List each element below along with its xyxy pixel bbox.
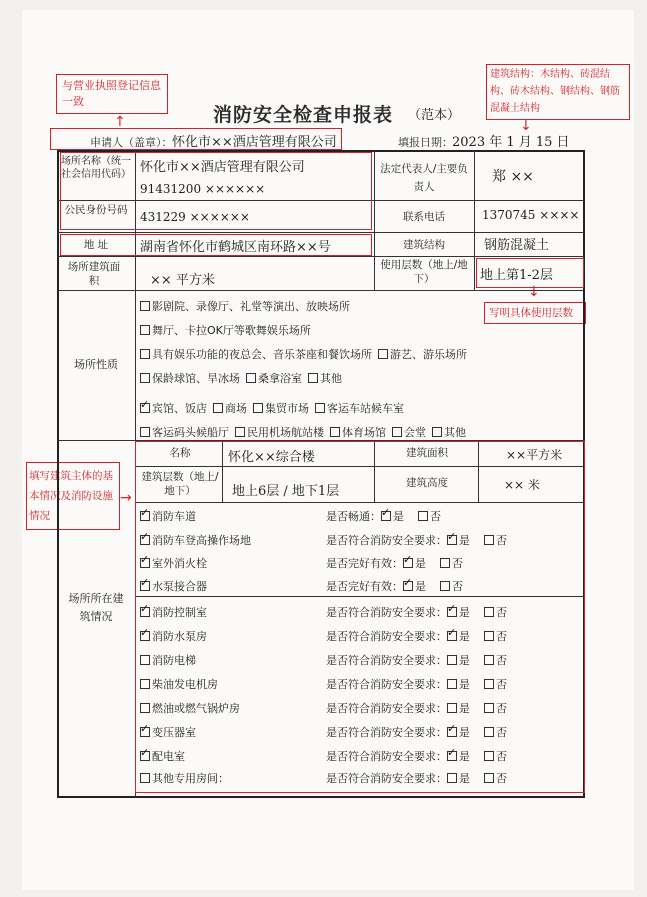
checkbox-icon[interactable] — [484, 727, 494, 737]
checked-box-icon[interactable] — [403, 581, 413, 591]
question-label: 是否符合消防安全要求： — [326, 750, 447, 763]
check-row — [140, 724, 196, 740]
nature-option-label: 保龄球馆、旱冰场 — [152, 372, 240, 385]
checkbox-icon[interactable] — [484, 655, 494, 665]
checkbox-icon[interactable] — [140, 703, 150, 713]
nature-option-label: 宾馆、饭店 — [152, 402, 207, 415]
question-label: 是否符合消防安全要求： — [326, 630, 447, 643]
building-name-value: 怀化××综合楼 — [228, 450, 315, 465]
id-number-label: 公民身份号码 — [64, 204, 128, 216]
check-row — [140, 555, 207, 571]
question-label: 是否符合消防安全要求： — [326, 726, 447, 739]
question-label: 是否符合消防安全要求： — [326, 772, 447, 785]
building-label: 场所所在建筑情况 — [68, 592, 124, 623]
check-row — [140, 700, 240, 716]
item-label: 消防车道 — [152, 510, 196, 523]
checkbox-icon[interactable] — [140, 301, 150, 311]
venue-code-value: 91431200 ×××××× — [140, 182, 266, 196]
question-label: 是否符合消防安全要求： — [326, 654, 447, 667]
checkbox-icon[interactable] — [246, 373, 256, 383]
no-label: 否 — [496, 726, 507, 739]
building-area-value: ××平方米 — [506, 448, 563, 462]
check-row — [140, 748, 185, 764]
building-height-value: ×× 米 — [504, 478, 540, 492]
yes-label: 是 — [459, 654, 470, 667]
checked-box-icon[interactable] — [140, 558, 150, 568]
no-label: 否 — [496, 678, 507, 691]
checked-box-icon[interactable] — [447, 631, 457, 641]
nature-line — [140, 298, 356, 314]
checkbox-icon[interactable] — [484, 773, 494, 783]
yes-label: 是 — [459, 534, 470, 547]
item-label: 消防车登高操作场地 — [152, 534, 251, 547]
nature-option-label: 客运车站候车室 — [327, 402, 404, 415]
checked-box-icon[interactable] — [447, 727, 457, 737]
legal-rep-value: 郑 ×× — [492, 169, 534, 185]
checkbox-icon[interactable] — [378, 349, 388, 359]
building-height-label: 建筑高度 — [406, 477, 448, 489]
checkbox-icon[interactable] — [140, 773, 150, 783]
no-label: 否 — [452, 580, 463, 593]
checkbox-icon[interactable] — [447, 703, 457, 713]
nature-option-label: 桑拿浴室 — [258, 372, 302, 385]
fill-date-label: 填报日期： — [398, 136, 453, 149]
item-label: 消防水泵房 — [152, 630, 207, 643]
address-value: 湖南省怀化市鹤城区南环路××号 — [140, 240, 331, 255]
nature-option-label: 会堂 — [404, 426, 426, 439]
checked-box-icon[interactable] — [447, 751, 457, 761]
yes-label: 是 — [415, 580, 426, 593]
check-question — [326, 604, 507, 620]
checkbox-icon[interactable] — [253, 403, 263, 413]
yes-label: 是 — [459, 726, 470, 739]
checked-box-icon[interactable] — [140, 631, 150, 641]
check-question — [326, 652, 507, 668]
checkbox-icon[interactable] — [330, 427, 340, 437]
check-question — [326, 770, 507, 786]
fill-date-value: 2023 年 1 月 15 日 — [452, 135, 570, 150]
item-label: 柴油发电机房 — [152, 678, 218, 691]
applicant-label: 申请人（盖章）： — [90, 136, 173, 149]
checkbox-icon[interactable] — [432, 427, 442, 437]
no-label: 否 — [496, 702, 507, 715]
note-building-text: 填写建筑主体的基本情况及消防设施情况 — [29, 470, 113, 522]
item-label: 配电室 — [152, 750, 185, 763]
area-label: 场所建筑面积 — [67, 261, 121, 287]
check-question — [326, 555, 463, 571]
structure-label: 建筑结构 — [403, 239, 445, 251]
nature-option-label: 客运码头候船厅 — [152, 426, 229, 439]
question-label: 是否完好有效： — [326, 580, 403, 593]
checkbox-icon[interactable] — [308, 373, 318, 383]
checkbox-icon[interactable] — [235, 427, 245, 437]
item-label: 消防电梯 — [152, 654, 196, 667]
arrow-down-icon: ↓ — [520, 118, 532, 134]
question-label: 是否符合消防安全要求： — [326, 606, 447, 619]
applicant-value: 怀化市××酒店管理有限公司 — [172, 135, 337, 150]
id-number-value: 431229 ×××××× — [140, 210, 250, 224]
check-question — [326, 532, 507, 548]
note-license-text: 与营业执照登记信息一致 — [62, 79, 161, 108]
checkbox-icon[interactable] — [484, 535, 494, 545]
check-row — [140, 578, 207, 594]
check-row — [140, 676, 218, 692]
no-label: 否 — [496, 606, 507, 619]
no-label: 否 — [496, 750, 507, 763]
checkbox-icon[interactable] — [140, 427, 150, 437]
check-question — [326, 676, 507, 692]
nature-line — [140, 370, 348, 386]
yes-label: 是 — [415, 557, 426, 570]
checkbox-icon[interactable] — [213, 403, 223, 413]
item-label: 消防控制室 — [152, 606, 207, 619]
checkbox-icon[interactable] — [484, 679, 494, 689]
address-label: 地 址 — [83, 239, 109, 251]
page-title: 消防安全检查申报表 — [213, 104, 394, 126]
structure-value: 钢筋混凝土 — [484, 238, 550, 253]
floors-used-value: 地上第1-2层 — [480, 268, 553, 283]
item-label: 水泵接合器 — [152, 580, 207, 593]
question-label: 是否畅通： — [326, 510, 381, 523]
nature-option-label: 集贸市场 — [265, 402, 309, 415]
nature-option-label: 商场 — [225, 402, 247, 415]
yes-label: 是 — [459, 630, 470, 643]
checked-box-icon[interactable] — [140, 403, 150, 413]
question-label: 是否符合消防安全要求： — [326, 534, 447, 547]
nature-option-label: 影剧院、录像厅、礼堂等演出、放映场所 — [152, 300, 350, 313]
checkbox-icon[interactable] — [392, 427, 402, 437]
check-question — [326, 724, 507, 740]
yes-label: 是 — [459, 750, 470, 763]
checkbox-icon[interactable] — [484, 607, 494, 617]
checkbox-icon[interactable] — [484, 751, 494, 761]
checked-box-icon[interactable] — [140, 751, 150, 761]
checked-box-icon[interactable] — [381, 511, 391, 521]
checkbox-icon[interactable] — [140, 373, 150, 383]
yes-label: 是 — [393, 510, 404, 523]
nature-option-label: 体育场馆 — [342, 426, 386, 439]
checked-box-icon[interactable] — [447, 607, 457, 617]
nature-line — [140, 346, 473, 362]
nature-option-label: 民用机场航站楼 — [247, 426, 324, 439]
checkbox-icon[interactable] — [447, 655, 457, 665]
check-row — [140, 652, 196, 668]
check-question — [326, 628, 507, 644]
checkbox-icon[interactable] — [140, 325, 150, 335]
highlight-applicant — [50, 128, 342, 150]
item-label: 其他专用房间： — [152, 772, 229, 785]
no-label: 否 — [496, 630, 507, 643]
checked-box-icon[interactable] — [140, 581, 150, 591]
building-area-label: 建筑面积 — [406, 447, 448, 459]
no-label: 否 — [496, 534, 507, 547]
checkbox-icon[interactable] — [440, 581, 450, 591]
check-question — [326, 578, 463, 594]
no-label: 否 — [452, 557, 463, 570]
checkbox-icon[interactable] — [140, 655, 150, 665]
question-label: 是否完好有效： — [326, 557, 403, 570]
no-label: 否 — [496, 772, 507, 785]
check-question — [326, 508, 441, 524]
checkbox-icon[interactable] — [140, 349, 150, 359]
nature-option-label: 具有娱乐功能的夜总会、音乐茶座和餐饮场所 — [152, 348, 372, 361]
building-floors-label: 建筑层数（地上/地下） — [141, 471, 219, 497]
checkbox-icon[interactable] — [140, 679, 150, 689]
check-row — [140, 770, 229, 786]
yes-label: 是 — [459, 678, 470, 691]
check-row — [140, 628, 207, 644]
check-row — [140, 508, 196, 524]
arrow-down-icon: ↓ — [528, 284, 540, 300]
item-label: 燃油或燃气锅炉房 — [152, 702, 240, 715]
question-label: 是否符合消防安全要求： — [326, 702, 447, 715]
note-floors-text: 写明具体使用层数 — [489, 307, 573, 319]
nature-label: 场所性质 — [74, 358, 118, 371]
checkbox-icon[interactable] — [447, 773, 457, 783]
checked-box-icon[interactable] — [140, 727, 150, 737]
checked-box-icon[interactable] — [140, 607, 150, 617]
checked-box-icon[interactable] — [140, 535, 150, 545]
check-row — [140, 604, 207, 620]
item-label: 室外消火栓 — [152, 557, 207, 570]
checkbox-icon[interactable] — [418, 511, 428, 521]
legal-rep-label: 法定代表人/主要负责人 — [380, 163, 468, 193]
title-note: （范本） — [408, 108, 461, 123]
item-label: 变压器室 — [152, 726, 196, 739]
arrow-right-icon: → — [120, 490, 132, 506]
check-question — [326, 748, 507, 764]
area-value: ×× 平方米 — [150, 273, 215, 288]
nature-option-label: 其他 — [320, 372, 342, 385]
building-floors-value: 地上6层 / 地下1层 — [232, 484, 340, 499]
arrow-up-icon: ↑ — [114, 114, 126, 130]
checkbox-icon[interactable] — [447, 679, 457, 689]
nature-line — [140, 322, 317, 338]
checked-box-icon[interactable] — [403, 558, 413, 568]
venue-name-value: 怀化市××酒店管理有限公司 — [140, 160, 305, 175]
checked-box-icon[interactable] — [140, 511, 150, 521]
yes-label: 是 — [459, 606, 470, 619]
nature-option-label: 其他 — [444, 426, 466, 439]
check-question — [326, 700, 507, 716]
no-label: 否 — [430, 510, 441, 523]
nature-option-label: 游艺、游乐场所 — [390, 348, 467, 361]
nature-line — [140, 424, 472, 440]
phone-label: 联系电话 — [403, 211, 445, 223]
venue-name-label: 场所名称（统一社会信用代码） — [61, 156, 131, 180]
nature-option-label: 舞厅、卡拉OK厅等歌舞娱乐场所 — [152, 324, 311, 337]
checked-box-icon[interactable] — [447, 535, 457, 545]
phone-value: 1370745 ×××× — [482, 208, 580, 222]
note-structure-text: 建筑结构：木结构、砖混结构、砖木结构、钢结构、钢筋混凝土结构 — [490, 69, 620, 114]
yes-label: 是 — [459, 772, 470, 785]
nature-line — [140, 400, 410, 416]
checkbox-icon[interactable] — [484, 631, 494, 641]
no-label: 否 — [496, 654, 507, 667]
checkbox-icon[interactable] — [440, 558, 450, 568]
yes-label: 是 — [459, 702, 470, 715]
floors-used-label: 使用层数（地上/地下） — [380, 259, 468, 285]
checkbox-icon[interactable] — [484, 703, 494, 713]
checkbox-icon[interactable] — [315, 403, 325, 413]
check-row — [140, 532, 251, 548]
building-name-label: 名称 — [169, 447, 191, 459]
question-label: 是否符合消防安全要求： — [326, 678, 447, 691]
